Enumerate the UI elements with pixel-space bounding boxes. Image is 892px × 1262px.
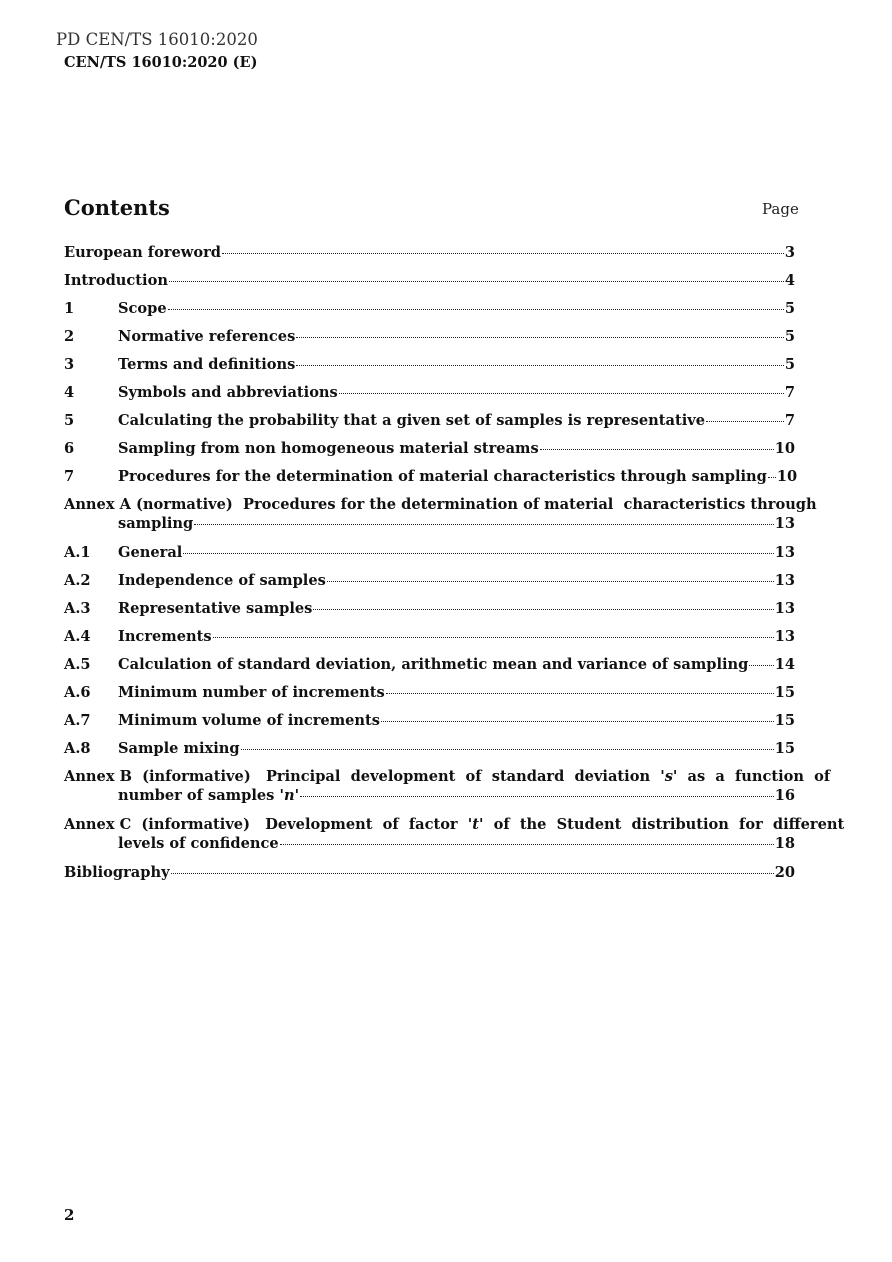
dot-leader <box>296 336 784 338</box>
toc-entry-title: Sample mixing <box>118 740 240 757</box>
toc-entry-number: A.7 <box>64 712 91 729</box>
toc-entry-page: 18 <box>774 835 795 852</box>
toc-entry-title-line1: Annex A (normative) Procedures for the determination of material characteristics through <box>64 496 817 513</box>
toc-entry-scope[interactable] <box>64 299 795 327</box>
toc-entry-symbols[interactable] <box>64 383 795 411</box>
toc-entry-a8[interactable] <box>64 739 795 767</box>
toc-entry-title-line2: sampling <box>118 515 194 532</box>
toc-entry-number: A.2 <box>64 572 91 589</box>
toc-entry-title: Normative references <box>118 328 296 345</box>
toc-entry-title-line2: number of samples 'n' <box>118 787 300 804</box>
toc-entry-annex-a[interactable] <box>64 495 817 543</box>
toc-entry-a2[interactable] <box>64 571 795 599</box>
toc-entry-terms-definitions[interactable] <box>64 355 795 383</box>
dot-leader <box>327 580 774 582</box>
toc-entry-annex-c[interactable] <box>64 815 845 863</box>
toc-entry-normative-references[interactable] <box>64 327 795 355</box>
dot-leader <box>706 420 784 422</box>
toc-entry-title: Introduction <box>64 272 168 289</box>
toc-entry-number: A.4 <box>64 628 91 645</box>
toc-entry-page: 5 <box>784 356 795 373</box>
toc-entry-page: 15 <box>774 740 795 757</box>
page-column-label: Page <box>762 200 799 218</box>
toc-entry-page: 20 <box>774 864 795 881</box>
toc-entry-page: 3 <box>784 244 795 261</box>
toc-entry-sampling-streams[interactable] <box>64 439 795 467</box>
toc-entry-title-line1: Annex B (informative) Principal development of standard deviation 's' as a function of <box>64 768 831 785</box>
toc-entry-number: A.6 <box>64 684 91 701</box>
toc-entry-title: Minimum volume of increments <box>118 712 381 729</box>
toc-entry-number: A.1 <box>64 544 91 561</box>
dot-leader <box>280 843 774 845</box>
dot-leader <box>213 636 774 638</box>
toc-entry-page: 10 <box>776 468 798 485</box>
page-number: 2 <box>64 1206 75 1224</box>
dot-leader <box>169 280 784 282</box>
contents-title: Contents <box>64 195 170 220</box>
toc-entry-title: Minimum number of increments <box>118 684 385 701</box>
toc-entry-probability[interactable] <box>64 411 795 439</box>
toc-entry-title: General <box>118 544 183 561</box>
toc-entry-page: 14 <box>774 656 795 673</box>
toc-entry-number: A.8 <box>64 740 91 757</box>
dot-leader <box>168 308 784 310</box>
toc-entry-title: Sampling from non homogeneous material streams <box>118 440 539 457</box>
dot-leader <box>171 872 774 874</box>
toc-entry-page: 5 <box>784 328 795 345</box>
toc-entry-introduction[interactable] <box>64 271 795 299</box>
dot-leader <box>768 476 776 478</box>
toc-entry-page: 4 <box>784 272 795 289</box>
toc-entry-number: A.5 <box>64 656 91 673</box>
toc-entry-a1[interactable] <box>64 543 795 571</box>
toc-entry-page: 5 <box>784 300 795 317</box>
toc-entry-annex-b[interactable] <box>64 767 831 815</box>
toc-entry-a6[interactable] <box>64 683 795 711</box>
toc-entry-number: 5 <box>64 412 75 429</box>
toc-entry-page: 13 <box>774 544 795 561</box>
toc-entry-title: Symbols and abbreviations <box>118 384 338 401</box>
dot-leader <box>300 795 774 797</box>
toc-entry-number: 4 <box>64 384 75 401</box>
toc-entry-foreword[interactable] <box>64 243 795 271</box>
toc-entry-a3[interactable] <box>64 599 795 627</box>
dot-leader <box>386 692 774 694</box>
toc-entry-a5[interactable] <box>64 655 795 683</box>
toc-entry-number: 1 <box>64 300 75 317</box>
table-of-contents <box>64 243 845 891</box>
toc-entry-procedures[interactable] <box>64 467 798 495</box>
dot-leader <box>194 523 773 525</box>
toc-entry-a7[interactable] <box>64 711 795 739</box>
toc-entry-title: Scope <box>118 300 167 317</box>
toc-entry-page: 7 <box>784 384 795 401</box>
toc-entry-number: 3 <box>64 356 75 373</box>
dot-leader <box>296 364 783 366</box>
toc-entry-title: Calculating the probability that a given set of samples is representative <box>118 412 706 429</box>
dot-leader <box>381 720 774 722</box>
toc-entry-title: Terms and definitions <box>118 356 296 373</box>
dot-leader <box>241 748 774 750</box>
toc-entry-title: European foreword <box>64 244 221 261</box>
toc-entry-title: Procedures for the determination of material characteristics through sampling <box>118 468 767 485</box>
toc-entry-page: 15 <box>774 684 795 701</box>
toc-entry-number: 2 <box>64 328 75 345</box>
toc-entry-bibliography[interactable] <box>64 863 795 891</box>
toc-entry-title: Calculation of standard deviation, arithmetic mean and variance of sampling <box>118 656 749 673</box>
toc-entry-page: 13 <box>774 628 795 645</box>
toc-entry-number: A.3 <box>64 600 91 617</box>
dot-leader <box>749 664 773 666</box>
dot-leader <box>222 252 784 254</box>
dot-leader <box>183 552 773 554</box>
toc-entry-page: 13 <box>774 600 795 617</box>
toc-entry-title: Representative samples <box>118 600 313 617</box>
toc-entry-page: 7 <box>784 412 795 429</box>
dot-leader <box>540 448 774 450</box>
toc-entry-page: 10 <box>774 440 795 457</box>
toc-entry-number: 6 <box>64 440 75 457</box>
toc-entry-page: 15 <box>774 712 795 729</box>
toc-entry-a4[interactable] <box>64 627 795 655</box>
toc-entry-title-line2: levels of confidence <box>118 835 279 852</box>
toc-entry-title: Increments <box>118 628 212 645</box>
toc-entry-page: 13 <box>774 515 795 532</box>
dot-leader <box>313 608 773 610</box>
toc-entry-number: 7 <box>64 468 75 485</box>
document-code-header: PD CEN/TS 16010:2020 <box>56 30 258 49</box>
toc-entry-title: Independence of samples <box>118 572 326 589</box>
dot-leader <box>339 392 784 394</box>
toc-entry-title-line1: Annex C (informative) Development of factor 't' of the Student distribution for different <box>64 816 845 833</box>
toc-entry-page: 16 <box>774 787 795 804</box>
toc-entry-title: Bibliography <box>64 864 170 881</box>
toc-entry-page: 13 <box>774 572 795 589</box>
document-code-subheader: CEN/TS 16010:2020 (E) <box>64 54 258 71</box>
